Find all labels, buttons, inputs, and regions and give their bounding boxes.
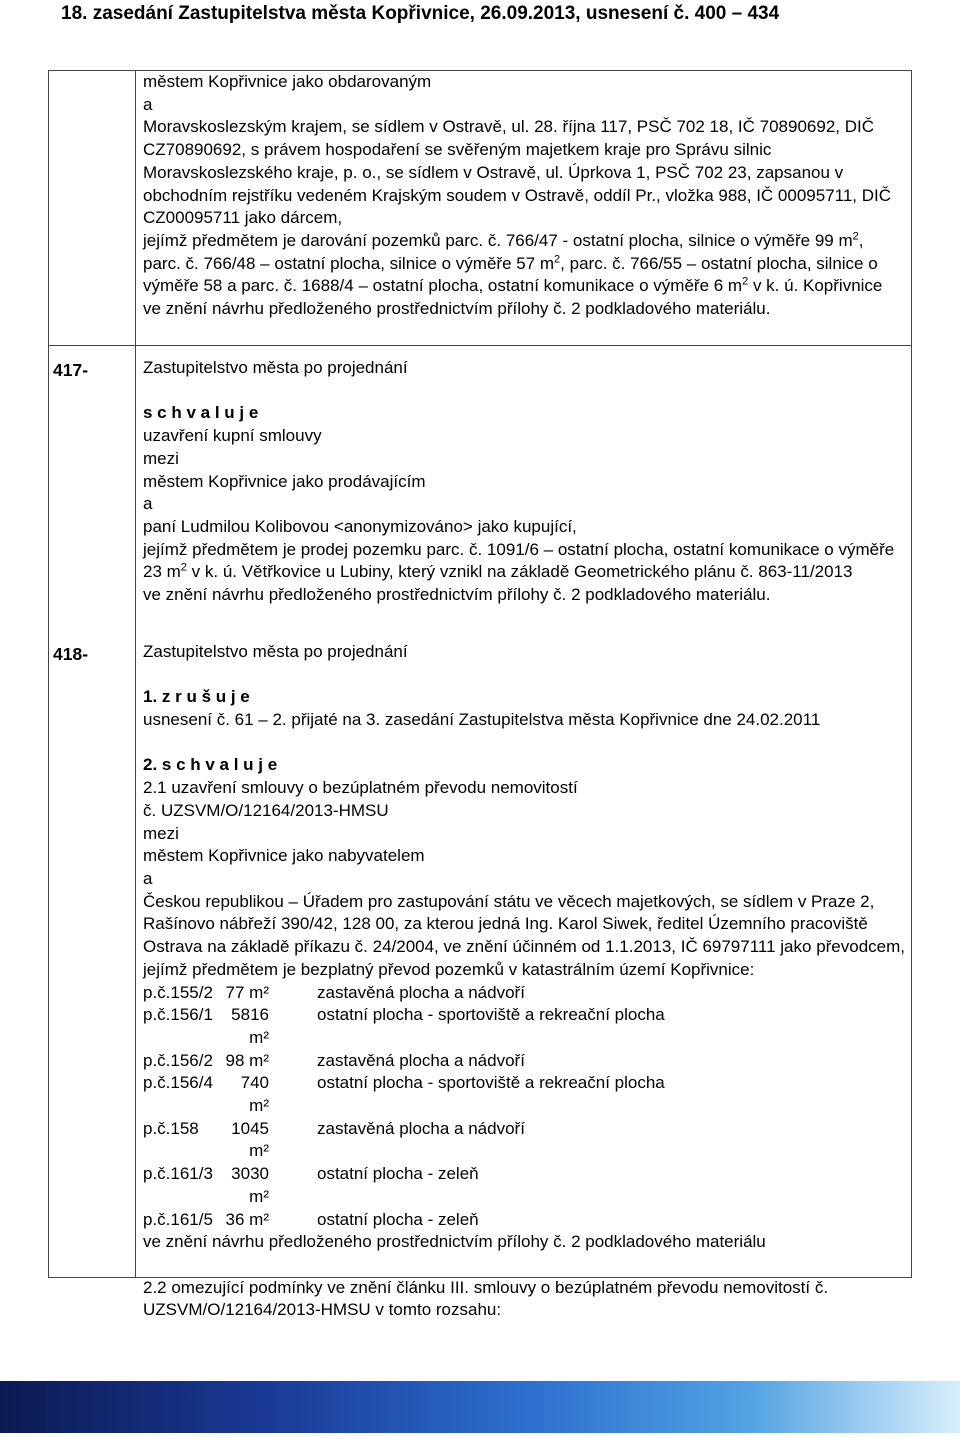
page-title: 18. zasedání Zastupitelstva města Kopřivnice, 26.09.2013, usnesení č. 400 – 434: [61, 3, 780, 24]
subject-text: v k. ú. Větřkovice u Lubiny, který vznikl na základě Geometrického plánu č. 863-11/2013: [186, 562, 853, 582]
parcel-use: ostatní plocha - zeleň: [317, 1209, 479, 1229]
text-line: a: [143, 494, 153, 514]
continued-resolution-text: [143, 71, 905, 321]
resolution-number-418: 418-: [53, 644, 89, 664]
superscript: 2: [852, 230, 859, 243]
parcel-use: ostatní plocha - zeleň: [317, 1164, 479, 1184]
text-line: a: [143, 869, 153, 888]
text-line: mezi: [143, 823, 179, 843]
parcel-area: 5816 m²: [231, 1005, 269, 1047]
text-line: a: [143, 94, 153, 114]
parcel-area: 77 m²: [225, 982, 269, 1002]
parcel-list: [143, 982, 905, 1232]
text-line: jejímž předmětem je bezplatný převod pozemků v katastrálním území Kopřivnice:: [143, 959, 755, 979]
parcel-id: p.č.161/5: [143, 1209, 213, 1229]
verb-approves: s c h v a l u j e: [143, 403, 259, 423]
text-line: č. UZSVM/O/12164/2013-HMSU: [143, 800, 389, 820]
subject-text: v k. ú. Kopřivnice: [748, 276, 883, 296]
text-line: mezi: [143, 448, 179, 468]
intro-line: Zastupitelstvo města po projednání: [143, 358, 408, 377]
closing-line: ve znění návrhu předloženého prostřednictvím přílohy č. 2 podkladového materiálu: [143, 1232, 766, 1252]
parcel-area: 3030 m²: [231, 1164, 269, 1206]
subject-text: jejímž předmětem je darování pozemků parc. č. 766/47 - ostatní plocha, silnice o výměře 99 m: [143, 230, 853, 250]
subject-text: jejímž předmětem je prodej pozemku parc. č. 1091/6 – ostatní plocha, ostatní komunikace o výměře 23 m: [143, 539, 895, 582]
page-header: [47, 0, 927, 29]
text-line: paní Ludmilou Kolibovou <anonymizováno> jako kupující,: [143, 516, 577, 536]
parcel-area: 36 m²: [225, 1209, 269, 1229]
parcel-use: ostatní plocha - sportoviště a rekreační plocha: [317, 1005, 665, 1025]
parcel-id: p.č.156/2: [143, 1050, 213, 1070]
parcel-area: 98 m²: [225, 1050, 269, 1070]
parcel-area: 740 m²: [240, 1073, 269, 1116]
parcel-use: zastavěná plocha a nádvoří: [317, 982, 525, 1002]
parcel-id: p.č.156/4: [143, 1073, 213, 1093]
text-line: městem Kopřivnice jako obdarovaným: [143, 72, 432, 91]
cancel-text: usnesení č. 61 – 2. přijaté na 3. zasedání Zastupitelstva města Kopřivnice dne 24.02.2011: [143, 710, 821, 730]
closing-line: ve znění návrhu předloženého prostřednictvím přílohy č. 2 podkladového materiálu.: [143, 585, 771, 605]
footer-gradient-band: [0, 1381, 960, 1433]
parcel-use: zastavěná plocha a nádvoří: [317, 1050, 525, 1070]
text-line: městem Kopřivnice jako nabyvatelem: [143, 846, 425, 866]
subject-paragraph: [143, 539, 905, 584]
superscript: 2: [180, 561, 187, 574]
row-divider: [49, 345, 911, 346]
parcel-area: 1045 m²: [231, 1118, 269, 1161]
intro-line: Zastupitelstvo města po projednání: [143, 642, 408, 661]
transferor-paragraph: Českou republikou – Úřadem pro zastupování státu ve věcech majetkových, se sídlem v Praze 2, Rašínovo nábřeží 390/42, 128 00, za kterou jedná Ing. Karol Siwek, ředitel Územního pracoviště Ostrava na základě příkazu č. 24/2004, ve znění účinném od 1.1.2013, IČ 69797111 jako převodcem,: [143, 891, 906, 957]
closing-line: ve znění návrhu předloženého prostřednictvím přílohy č. 2 podkladového materiálu.: [143, 299, 771, 319]
superscript: 2: [742, 275, 749, 288]
donor-paragraph: Moravskoslezským krajem, se sídlem v Ostravě, ul. 28. října 117, PSČ 702 18, IČ 70890692, DIČ CZ70890692, s právem hospodaření se svěřeným majetkem kraje pro Správu silnic Moravskoslezského kraje, p. o., se sídlem v Ostravě, ul. Úprkova 1, PSČ 702 23, zapsanou v obchodním rejstříku vedeném Krajským soudem v Ostravě, oddíl Pr., vložka 988, IČ 00095711, DIČ CZ00095711 jako dárcem,: [143, 117, 892, 228]
subject-paragraph: [143, 230, 905, 298]
superscript: 2: [554, 252, 561, 265]
text-line: 2.1 uzavření smlouvy o bezúplatném převodu nemovitostí: [143, 778, 578, 798]
column-divider: [135, 71, 136, 1277]
text-line: uzavření kupní smlouvy: [143, 426, 322, 446]
verb-approves: 2. s c h v a l u j e: [143, 755, 278, 775]
parcel-id: p.č.156/1: [143, 1005, 213, 1025]
text-line: městem Kopřivnice jako prodávajícím: [143, 471, 426, 491]
parcel-use: ostatní plocha - sportoviště a rekreační plocha: [317, 1073, 665, 1093]
resolution-417-text: [143, 357, 905, 607]
parcel-id: p.č.158: [143, 1118, 199, 1138]
subject-text: , parc. č. 766/48 – ostatní plocha, silnice o výměře 57 m: [143, 230, 864, 273]
resolution-number-417: 417-: [53, 360, 89, 380]
resolution-418-text: [143, 641, 905, 1322]
parcel-use: zastavěná plocha a nádvoří: [317, 1118, 525, 1138]
parcel-id: p.č.155/2: [143, 982, 213, 1002]
verb-cancels: 1. z r u š u j e: [143, 687, 250, 707]
conditions-paragraph: 2.2 omezující podmínky ve znění článku III. smlouvy o bezúplatném převodu nemovitostí č. UZSVM/O/12164/2013-HMSU v tomto rozsahu:: [143, 1277, 829, 1320]
resolution-table: [48, 70, 912, 1320]
subject-text: , parc. č. 766/55 – ostatní plocha, silnice o výměře 58 a parc. č. 1688/4 – ostatní plocha, ostatní komunikace o výměře 6 m: [143, 253, 878, 296]
parcel-id: p.č.161/3: [143, 1164, 213, 1184]
